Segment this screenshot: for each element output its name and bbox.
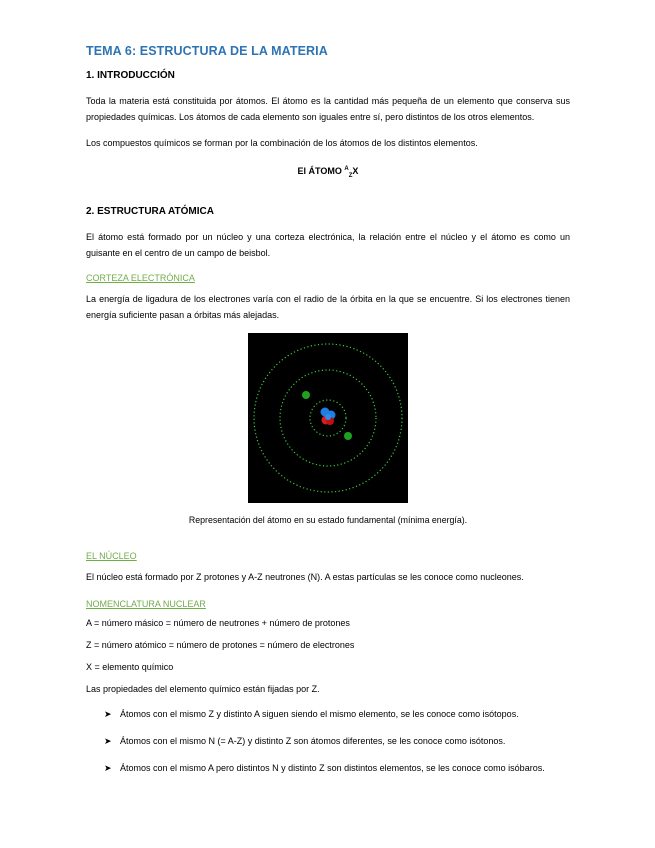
bullet-list	[104, 707, 570, 776]
intro-paragraph-2: Los compuestos químicos se forman por la combinación de los átomos de los distintos elementos.	[86, 138, 478, 148]
document-content	[86, 44, 570, 788]
nucleo-paragraph: El núcleo está formado por Z protones y A-Z neutrones (N). A estas partículas se les conoce como nucleones.	[86, 571, 524, 582]
subheading-nucleo: EL NÚCLEO	[86, 550, 137, 561]
list-item	[104, 761, 570, 776]
neutron-3	[325, 414, 331, 420]
estructura-paragraph: El átomo está formado por un núcleo y una corteza electrónica, la relación entre el núcleo y el átomo es como un guisante en el centro de un campo de beisbol.	[86, 231, 570, 258]
atom-symbol: X	[352, 166, 359, 176]
electron-1	[302, 391, 310, 399]
list-item	[104, 734, 570, 749]
section-heading-introduccion: 1. INTRODUCCIÓN	[86, 70, 175, 81]
atom-diagram	[248, 333, 408, 503]
intro-paragraph-1: Toda la materia está constituida por átomos. El átomo es la cantidad más pequeña de un elemento que conserva sus propiedades químicas. Los átomos de cada elemento son iguales entre sí, pero distintos de los otros elementos.	[86, 96, 570, 122]
corteza-paragraph: La energía de ligadura de los electrones varía con el radio de la órbita en la que se encuentre. Si los electrones tienen energía suficiente pasan a órbitas más alejadas.	[86, 293, 570, 320]
atom-atomic-number: Z	[348, 172, 353, 179]
figure-caption: Representación del átomo en su estado fundamental (mínima energía).	[188, 514, 468, 525]
bullet-text: Átomos con el mismo N (= A-Z) y distinto Z son átomos diferentes, se les conoce como isótonos.	[120, 735, 506, 746]
electron-2	[344, 432, 352, 440]
bullet-text: Átomos con el mismo Z y distinto A siguen siendo el mismo elemento, se les conoce como isótopos.	[120, 708, 519, 719]
bullet-arrow-icon: ➤	[104, 735, 112, 746]
properties-note: Las propiedades del elemento químico están fijadas por Z.	[86, 683, 320, 694]
definition-z: Z = número atómico = número de protones = número de electrones	[86, 639, 355, 650]
atom-label: El ÁTOMO	[297, 166, 342, 176]
bullet-arrow-icon: ➤	[104, 762, 112, 773]
page-title: TEMA 6: ESTRUCTURA DE LA MATERIA	[86, 44, 328, 58]
definition-x: X = elemento químico	[86, 661, 174, 672]
bullet-text: Átomos con el mismo A pero distintos N y distinto Z son distintos elementos, se les conoce como isóbaros.	[120, 762, 545, 773]
section-heading-estructura: 2. ESTRUCTURA ATÓMICA	[86, 205, 214, 217]
subheading-corteza: CORTEZA ELECTRÓNICA	[86, 272, 195, 283]
list-item	[104, 707, 570, 722]
atom-mass-number: A	[344, 166, 349, 172]
atom-notation	[86, 161, 570, 184]
definition-a: A = número másico = número de neutrones + número de protones	[86, 617, 350, 628]
bullet-arrow-icon: ➤	[104, 708, 112, 719]
subheading-nomenclatura: NOMENCLATURA NUCLEAR	[86, 598, 206, 609]
